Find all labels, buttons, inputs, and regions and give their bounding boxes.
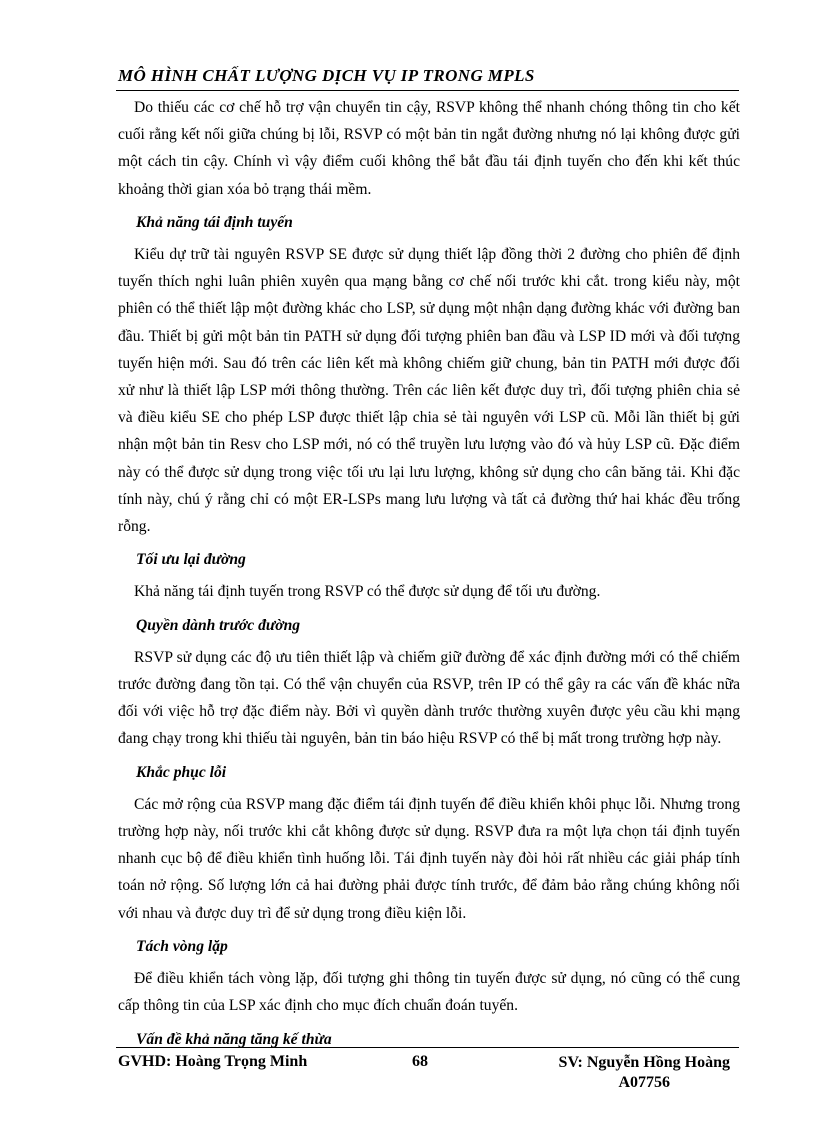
section-paragraph-fault-recovery: Các mở rộng của RSVP mang đặc điểm tái định tuyến để điều khiển khôi phục lỗi. Nhưng trong trường hợp này, nối trước khi cắt không được sử dụng. RSVP đưa ra một lựa chọn tái định tuyến nhanh cục bộ để điều khiển tình huống lỗi. Tái định tuyến này đòi hỏi rất nhiều các giải pháp tính toán nở rộng. Số lượng lớn cả hai đường phải được tính trước, để đảm bảo rằng chúng không nối với nhau và được duy trì để sử dụng trong điều kiện lỗi. [118,795,740,922]
section-heading-scalability: Vấn đề khả năng tăng kế thừa [136,1030,332,1048]
footer-advisor: GVHD: Hoàng Trọng Minh [118,1053,308,1070]
page-number: 68 [412,1053,428,1070]
footer-divider [116,1047,739,1048]
intro-paragraph: Do thiếu các cơ chế hỗ trợ vận chuyển tin cậy, RSVP không thể nhanh chóng thông tin cho kết cuối rằng kết nối giữa chúng bị lỗi, RSVP có một bản tin ngắt đường nhưng nó lại không được gửi một cách tin cậy. Chính vì vậy điểm cuối không thể bắt đầu tái định tuyến cho đến khi kết thúc khoảng thời gian xóa bỏ trạng thái mềm. [118,99,740,198]
section-heading-fault-recovery: Khắc phục lỗi [136,763,227,781]
header-divider [116,90,739,91]
page-header-title: MÔ HÌNH CHẤT LƯỢNG DỊCH VỤ IP TRONG MPLS [118,66,535,85]
section-paragraph-rerouting: Kiểu dự trữ tài nguyên RSVP SE được sử dụng thiết lập đồng thời 2 đường cho phiên để định tuyến thích nghi luân phiên xuyên qua mạng bằng cơ chế nối trước khi cắt. trong kiểu này, một phiên có thể thiết lập một đường khác cho LSP, sử dụng một nhận dạng đường khác với đường ban đầu. Thiết bị gửi một bản tin PATH sử dụng đối tượng phiên ban đầu và LSP ID mới và đối tượng tuyến hiện mới. Sau đó trên các liên kết mà không chiếm giữ chung, bản tin PATH mới được đối xử như là thiết lập LSP mới thông thường. Trên các liên kết được duy trì, đối tượng phiên chia sẻ và điều kiểu SE cho phép LSP được thiết lập chia sẻ tài nguyên với LSP cũ. Mỗi lần thiết bị gửi nhận một bản tin Resv cho LSP mới, nó có thể truyền lưu lượng vào đó và hủy LSP cũ. Đặc điểm này có thể được sử dụng trong việc tối ưu lại lưu lượng, không sử dụng cho cân băng tải. Khi đặc tính này, chú ý rằng chỉ có một ER-LSPs mang lưu lượng và tất cả đường thứ hai khác đều trống rỗng. [118,246,740,536]
section-heading-reoptimization: Tối ưu lại đường [136,551,246,569]
footer-student-id: A07756 [618,1074,671,1091]
section-heading-loop-detection: Tách vòng lặp [136,937,228,955]
section-paragraph-reoptimization: Khả năng tái định tuyến trong RSVP có thể được sử dụng để tối ưu đường. [134,583,601,601]
footer-student [559,1053,730,1093]
section-paragraph-loop-detection: Để điều khiển tách vòng lặp, đối tượng ghi thông tin tuyến được sử dụng, nó cũng có thể cung cấp thông tin của LSP xác định cho mục đích chuẩn đoán tuyến. [118,970,740,1015]
page-footer [118,1053,740,1103]
page-body [118,94,740,1058]
footer-student-name: SV: Nguyễn Hồng Hoàng [558,1054,730,1071]
section-heading-rerouting: Khả năng tái định tuyến [136,213,293,231]
section-heading-preemption: Quyền dành trước đường [136,616,301,634]
section-paragraph-preemption: RSVP sử dụng các độ ưu tiên thiết lập và chiếm giữ đường để xác định đường mới có thể chiếm trước đường đang tồn tại. Có thể vận chuyển của RSVP, trên IP có thể gây ra các vấn đề khác nữa đối với việc hỗ trợ đặc điểm này. Bởi vì quyền dành trước thường xuyên được yêu cầu khi mạng đang chạy trong khi thiếu tài nguyên, bản tin báo hiệu RSVP có thể bị mất trong trường hợp này. [118,648,740,748]
